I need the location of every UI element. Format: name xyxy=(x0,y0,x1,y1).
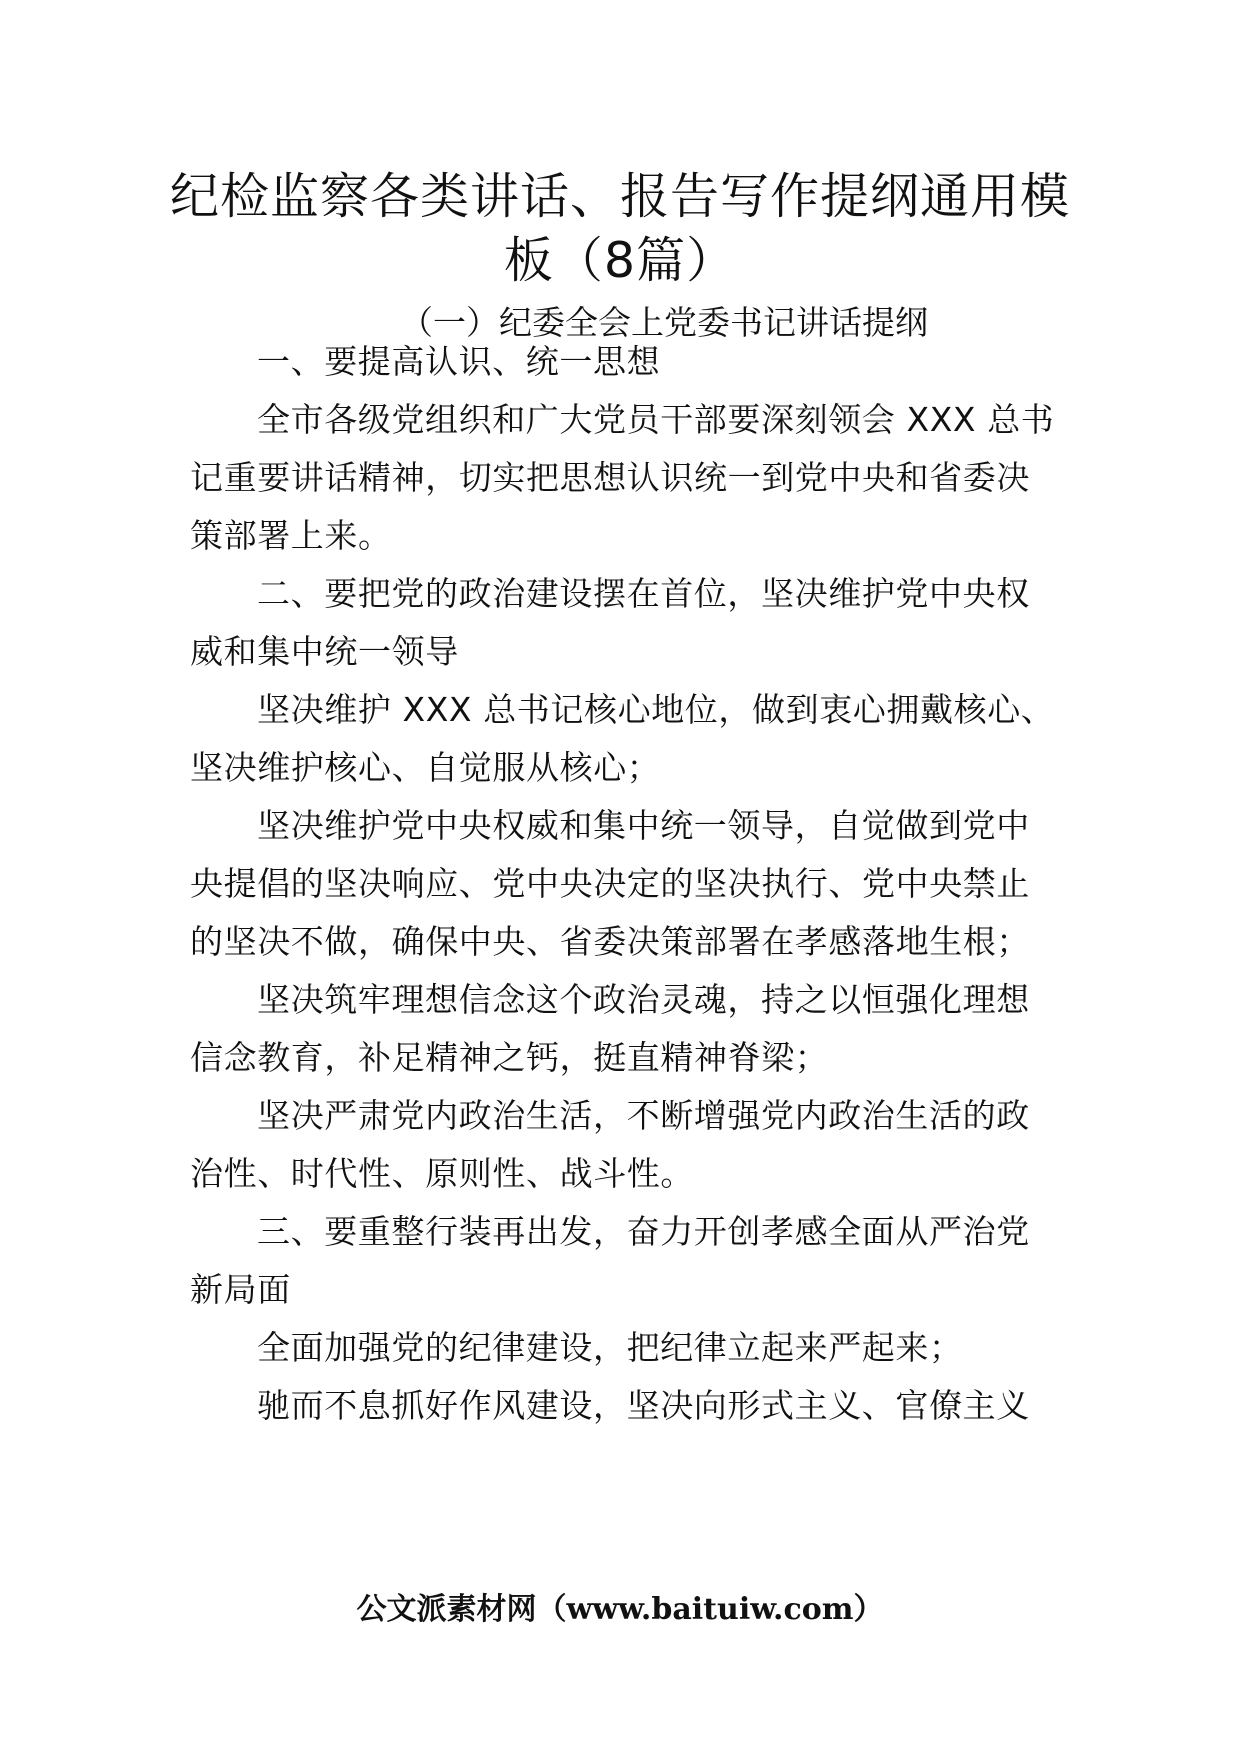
section-subtitle: （一）纪委全会上党委书记讲话提纲 xyxy=(400,303,928,342)
paragraph-line: 央提倡的坚决响应、党中央决定的坚决执行、党中央禁止 xyxy=(190,864,1030,903)
paragraph-line: 治性、时代性、原则性、战斗性。 xyxy=(190,1154,694,1193)
paragraph-line: 坚决维护党中央权威和集中统一领导，自觉做到党中 xyxy=(257,806,1030,845)
paragraph-line: 记重要讲话精神，切实把思想认识统一到党中央和省委决 xyxy=(190,458,1030,497)
paragraph-line: 驰而不息抓好作风建设，坚决向形式主义、官僚主义 xyxy=(257,1386,1030,1425)
paragraph-line: 全面加强党的纪律建设，把纪律立起来严起来； xyxy=(257,1328,963,1367)
paragraph-line: 策部署上来。 xyxy=(190,516,392,555)
paragraph-line: 全市各级党组织和广大党员干部要深刻领会 XXX 总书 xyxy=(257,400,1055,439)
paragraph-line: 坚决严肃党内政治生活，不断增强党内政治生活的政 xyxy=(257,1096,1030,1135)
heading-3-cont: 新局面 xyxy=(190,1270,291,1309)
paragraph-line: 坚决维护核心、自觉服从核心； xyxy=(190,748,661,787)
footer-watermark: 公文派素材网（www.baituiw.com） xyxy=(356,1592,884,1627)
heading-3: 三、要重整行装再出发，奋力开创孝感全面从严治党 xyxy=(257,1212,1030,1251)
paragraph-line: 信念教育，补足精神之钙，挺直精神脊梁； xyxy=(190,1038,829,1077)
heading-2: 二、要把党的政治建设摆在首位，坚决维护党中央权 xyxy=(257,574,1030,613)
document-title-line-2: 板（8篇） xyxy=(503,232,737,289)
heading-2-cont: 威和集中统一领导 xyxy=(190,632,459,671)
paragraph-line: 坚决筑牢理想信念这个政治灵魂，持之以恒强化理想 xyxy=(257,980,1030,1019)
heading-1: 一、要提高认识、统一思想 xyxy=(257,342,661,381)
paragraph-line: 坚决维护 XXX 总书记核心地位，做到衷心拥戴核心、 xyxy=(257,690,1055,729)
paragraph-line: 的坚决不做，确保中央、省委决策部署在孝感落地生根； xyxy=(190,922,1030,961)
document-title-line-1: 纪检监察各类讲话、报告写作提纲通用模 xyxy=(169,168,1070,225)
